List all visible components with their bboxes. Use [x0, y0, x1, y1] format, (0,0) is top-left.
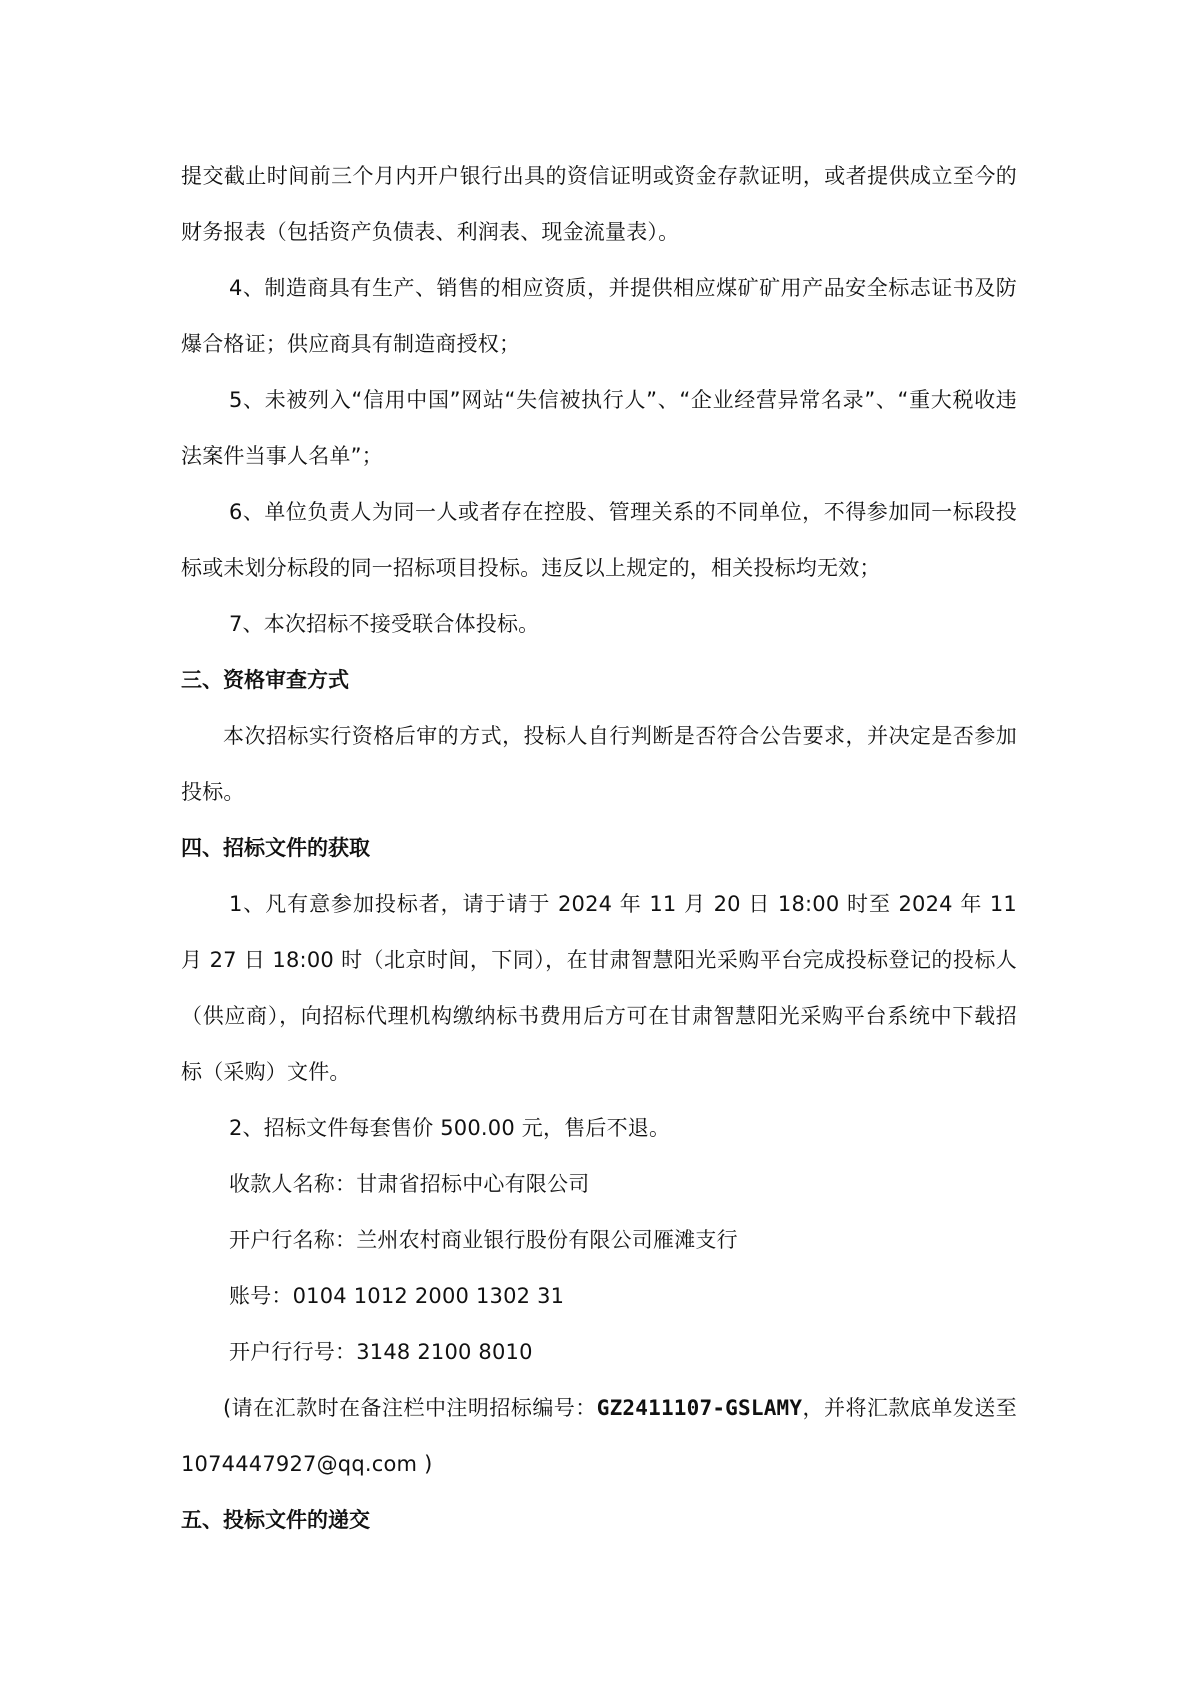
payee-name: 收款人名称：甘肃省招标中心有限公司 — [229, 1172, 590, 1196]
requirement-item-7: 7、本次招标不接受联合体投标。 — [229, 612, 540, 636]
tender-code: GZ2411107-GSLAMY — [596, 1396, 803, 1420]
requirement-item-5: 5、未被列入“信用中国”网站“失信被执行人”、“企业经营异常名录”、“重大税收违法案件当事人名单”； — [181, 388, 1017, 468]
document-body — [181, 148, 1017, 1548]
section-3-heading: 三、资格审查方式 — [181, 668, 349, 692]
section-4-item-1: 1、凡有意参加投标者，请于请于 2024 年 11 月 20 日 18:00 时至 2024 年 11 月 27 日 18:00 时（北京时间，下同），在甘肃智慧阳光采购平台完成投标登记的投标人（供应商），向招标代理机构缴纳标书费用后方可在甘肃智慧阳光采购平台系统中下载招标（采购）文件。 — [181, 892, 1017, 1084]
section-5-heading: 五、投标文件的递交 — [181, 1508, 370, 1532]
bank-code: 开户行行号：3148 2100 8010 — [229, 1340, 533, 1364]
section-4-heading: 四、招标文件的获取 — [181, 836, 370, 860]
account-number: 账号：0104 1012 2000 1302 31 — [229, 1284, 565, 1308]
remittance-note — [181, 1380, 1017, 1492]
section-3-body: 本次招标实行资格后审的方式，投标人自行判断是否符合公告要求，并决定是否参加投标。 — [181, 724, 1017, 804]
remittance-note-prefix: (请在汇款时在备注栏中注明招标编号： — [223, 1396, 597, 1420]
section-4-item-2: 2、招标文件每套售价 500.00 元，售后不退。 — [229, 1116, 671, 1140]
remittance-note-suffix: ，并将汇款底单发送至 1074447927@qq.com ) — [181, 1396, 1018, 1476]
bank-name: 开户行名称：兰州农村商业银行股份有限公司雁滩支行 — [229, 1228, 738, 1252]
requirement-item-6: 6、单位负责人为同一人或者存在控股、管理关系的不同单位，不得参加同一标段投标或未划分标段的同一招标项目投标。违反以上规定的，相关投标均无效； — [181, 500, 1017, 580]
paragraph-continuation: 提交截止时间前三个月内开户银行出具的资信证明或资金存款证明，或者提供成立至今的财务报表（包括资产负债表、利润表、现金流量表）。 — [181, 164, 1017, 244]
requirement-item-4: 4、制造商具有生产、销售的相应资质，并提供相应煤矿矿用产品安全标志证书及防爆合格证；供应商具有制造商授权； — [181, 276, 1017, 356]
